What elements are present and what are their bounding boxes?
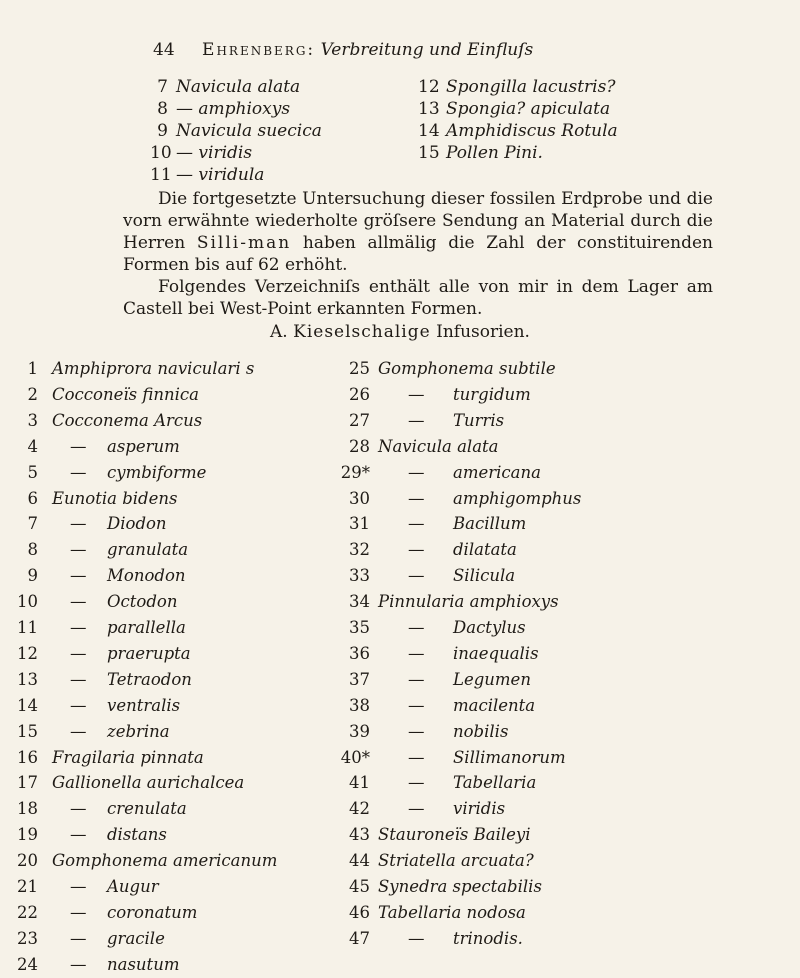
species-number: 12 [17, 643, 38, 663]
species-epithet: Bacillum [453, 514, 527, 534]
list-item [150, 76, 670, 98]
ditto-dash: — [408, 514, 425, 534]
species-name: Navicula alata [378, 436, 499, 456]
species-number: 19 [17, 825, 38, 845]
species-number: 15 [17, 721, 38, 741]
species-name: Synedra spectabilis [378, 877, 542, 896]
ditto-dash: — [70, 695, 87, 715]
species-number: 34 [349, 592, 370, 612]
ditto-dash: — [408, 747, 425, 767]
species-number: 3 [27, 410, 38, 430]
species-name: Gallionella aurichalcea [52, 773, 245, 793]
species-number: 23 [17, 928, 38, 948]
ditto-dash: — [70, 928, 87, 948]
item-name: — amphioxys [176, 99, 291, 119]
species-epithet: ventralis [107, 695, 181, 715]
species-number: 47 [349, 928, 370, 948]
item-number: 7 [157, 77, 168, 97]
item-number: 14 [418, 121, 440, 141]
species-epithet: Sillimanorum [453, 747, 566, 767]
paragraph-text: haben allmälig die Zahl der constituirenden Formen bis auf 62 erhöht. [123, 233, 713, 275]
species-number: 31 [349, 514, 370, 534]
species-number: 24 [17, 954, 38, 974]
item-name: — viridis [176, 143, 253, 163]
species-number: 26 [349, 384, 370, 404]
species-number: 42 [349, 799, 370, 819]
table-row [0, 822, 800, 848]
table-row [0, 486, 800, 512]
species-number: 1 [27, 359, 38, 378]
item-name: — viridula [176, 165, 265, 185]
species-number: 39 [349, 721, 370, 741]
species-epithet: Dactylus [453, 618, 526, 637]
species-name: Amphiprora naviculari s [52, 359, 255, 378]
item-number: 9 [157, 121, 168, 141]
ditto-dash: — [70, 540, 87, 560]
species-number: 43 [349, 825, 370, 845]
ditto-dash: — [408, 618, 425, 637]
species-number: 36 [349, 643, 370, 663]
ditto-dash: — [70, 514, 87, 534]
table-row [0, 745, 800, 771]
table-row [0, 382, 800, 408]
species-epithet: distans [107, 825, 167, 845]
species-epithet: viridis [453, 799, 506, 819]
species-epithet: dilatata [453, 540, 517, 560]
ditto-dash: — [408, 462, 425, 482]
species-number: 4 [27, 436, 38, 456]
table-row [0, 796, 800, 822]
item-number: 15 [418, 143, 440, 163]
ditto-dash: — [408, 566, 425, 586]
ditto-dash: — [408, 928, 425, 948]
species-epithet: Diodon [107, 514, 167, 534]
species-number: 37 [349, 669, 370, 689]
species-number: 7 [27, 514, 38, 534]
species-number: 41 [349, 773, 370, 793]
species-number: 33 [349, 566, 370, 586]
header-title: Verbreitung und Einfluſs [320, 40, 534, 60]
item-number: 8 [157, 99, 168, 119]
species-epithet: macilenta [453, 695, 536, 715]
species-epithet: asperum [107, 436, 180, 456]
table-row [0, 511, 800, 537]
species-name: Stauroneïs Baileyi [378, 825, 531, 845]
list-item [150, 142, 670, 164]
ditto-dash: — [70, 799, 87, 819]
species-number: 28 [349, 436, 370, 456]
ditto-dash: — [70, 902, 87, 922]
species-epithet: trinodis. [453, 928, 523, 948]
species-epithet: Tabellaria [453, 773, 537, 793]
species-number: 38 [349, 695, 370, 715]
species-number: 13 [17, 669, 38, 689]
species-number: 16 [17, 747, 38, 767]
species-name: Tabellaria nodosa [378, 902, 526, 922]
table-row [0, 900, 800, 926]
table-row [0, 693, 800, 719]
species-number: 2 [27, 384, 38, 404]
paragraph-text: Die fortgesetzte Untersuchung dieser fossilen Erdprobe und die vorn erwähnte wiederholte gröſsere Sendung an Material durch die Herren [123, 189, 713, 253]
species-number: 40* [340, 747, 370, 767]
list-item [150, 164, 670, 186]
body-text [123, 188, 713, 320]
person-name: Silli-man [196, 233, 292, 253]
species-number: 35 [349, 618, 370, 637]
ditto-dash: — [70, 721, 87, 741]
species-epithet: Silicula [453, 566, 516, 586]
table-row [0, 874, 800, 900]
ditto-dash: — [408, 773, 425, 793]
item-number: 11 [150, 165, 172, 185]
species-epithet: gracile [107, 928, 165, 948]
item-name: Pollen Pini. [446, 143, 543, 163]
species-number: 14 [17, 695, 38, 715]
species-name: Pinnularia amphioxys [378, 592, 559, 612]
species-number: 17 [17, 773, 38, 793]
species-epithet: zebrina [107, 721, 170, 741]
species-number: 30 [349, 488, 370, 508]
ditto-dash: — [408, 410, 425, 430]
table-row [0, 356, 800, 382]
section-rest: Infusorien. [436, 322, 530, 342]
continued-species-list [150, 76, 670, 186]
species-epithet: Augur [107, 877, 159, 896]
species-epithet: cymbiforme [107, 462, 207, 482]
table-row [0, 408, 800, 434]
table-row [0, 848, 800, 874]
ditto-dash: — [408, 540, 425, 560]
header-author: Ehrenberg: [202, 40, 316, 60]
item-name: Navicula alata [176, 77, 301, 97]
species-epithet: Monodon [107, 566, 186, 586]
species-number: 22 [17, 902, 38, 922]
continued-list-right [150, 76, 670, 164]
species-epithet: Octodon [107, 592, 178, 612]
species-number: 32 [349, 540, 370, 560]
ditto-dash: — [408, 488, 425, 508]
species-number: 21 [17, 877, 38, 896]
running-header [153, 40, 533, 60]
section-prefix: A. [270, 322, 288, 342]
table-row [0, 926, 800, 952]
species-name: Eunotia bidens [52, 488, 178, 508]
ditto-dash: — [70, 643, 87, 663]
species-epithet: praerupta [107, 643, 191, 663]
table-row [0, 770, 800, 796]
species-number: 9 [27, 566, 38, 586]
species-number: 11 [17, 618, 38, 637]
paragraph [123, 188, 713, 276]
species-name: Cocconeïs finnica [52, 384, 199, 404]
species-number: 18 [17, 799, 38, 819]
species-epithet: americana [453, 462, 541, 482]
ditto-dash: — [70, 592, 87, 612]
ditto-dash: — [408, 384, 425, 404]
species-epithet: nasutum [107, 954, 180, 974]
species-number: 46 [349, 902, 370, 922]
list-item [150, 98, 670, 120]
item-name: Spongilla lacustris? [446, 77, 616, 97]
table-row [0, 434, 800, 460]
table-row [0, 589, 800, 615]
ditto-dash: — [408, 721, 425, 741]
ditto-dash: — [408, 799, 425, 819]
species-name: Cocconema Arcus [52, 410, 203, 430]
table-row [0, 537, 800, 563]
ditto-dash: — [408, 669, 425, 689]
ditto-dash: — [408, 643, 425, 663]
species-name: Gomphonema americanum [52, 851, 278, 871]
ditto-dash: — [70, 566, 87, 586]
species-number: 45 [349, 877, 370, 896]
species-number: 6 [27, 488, 38, 508]
species-epithet: Turris [453, 410, 505, 430]
species-number: 29* [340, 462, 370, 482]
species-epithet: granulata [107, 540, 189, 560]
species-name: Striatella arcuata? [378, 851, 534, 871]
table-row [0, 952, 800, 978]
item-number: 12 [418, 77, 440, 97]
species-epithet: turgidum [453, 384, 531, 404]
species-name: Gomphonema subtile [378, 359, 556, 378]
section-word: Kieselschalige [293, 322, 431, 342]
ditto-dash: — [70, 954, 87, 974]
item-name: Navicula suecica [176, 121, 322, 141]
species-number: 8 [27, 540, 38, 560]
species-epithet: coronatum [107, 902, 198, 922]
table-row [0, 460, 800, 486]
table-row [0, 719, 800, 745]
item-name: Spongia? apiculata [446, 99, 611, 119]
item-number: 10 [150, 143, 172, 163]
table-row [0, 667, 800, 693]
species-epithet: Tetraodon [107, 669, 192, 689]
species-number: 20 [17, 851, 38, 871]
species-number: 44 [349, 851, 370, 871]
ditto-dash: — [70, 877, 87, 896]
species-epithet: crenulata [107, 799, 187, 819]
species-number: 25 [349, 359, 370, 378]
ditto-dash: — [408, 695, 425, 715]
section-heading [0, 322, 800, 342]
page-number: 44 [153, 40, 175, 60]
ditto-dash: — [70, 436, 87, 456]
item-number: 13 [418, 99, 440, 119]
species-name: Fragilaria pinnata [52, 747, 204, 767]
ditto-dash: — [70, 462, 87, 482]
ditto-dash: — [70, 669, 87, 689]
ditto-dash: — [70, 618, 87, 637]
species-number: 10 [17, 592, 38, 612]
species-epithet: parallella [107, 618, 186, 637]
table-row [0, 615, 800, 641]
list-item [150, 120, 670, 142]
table-row [0, 641, 800, 667]
paragraph: Folgendes Verzeichniſs enthält alle von mir in dem Lager am Castell bei West-Point erkannten Formen. [123, 277, 713, 319]
species-number: 5 [27, 462, 38, 482]
species-epithet: amphigomphus [453, 488, 582, 508]
item-name: Amphidiscus Rotula [446, 121, 618, 141]
ditto-dash: — [70, 825, 87, 845]
species-number: 27 [349, 410, 370, 430]
species-epithet: inaequalis [453, 643, 539, 663]
table-row [0, 563, 800, 589]
species-epithet: nobilis [453, 721, 509, 741]
species-epithet: Legumen [453, 669, 531, 689]
